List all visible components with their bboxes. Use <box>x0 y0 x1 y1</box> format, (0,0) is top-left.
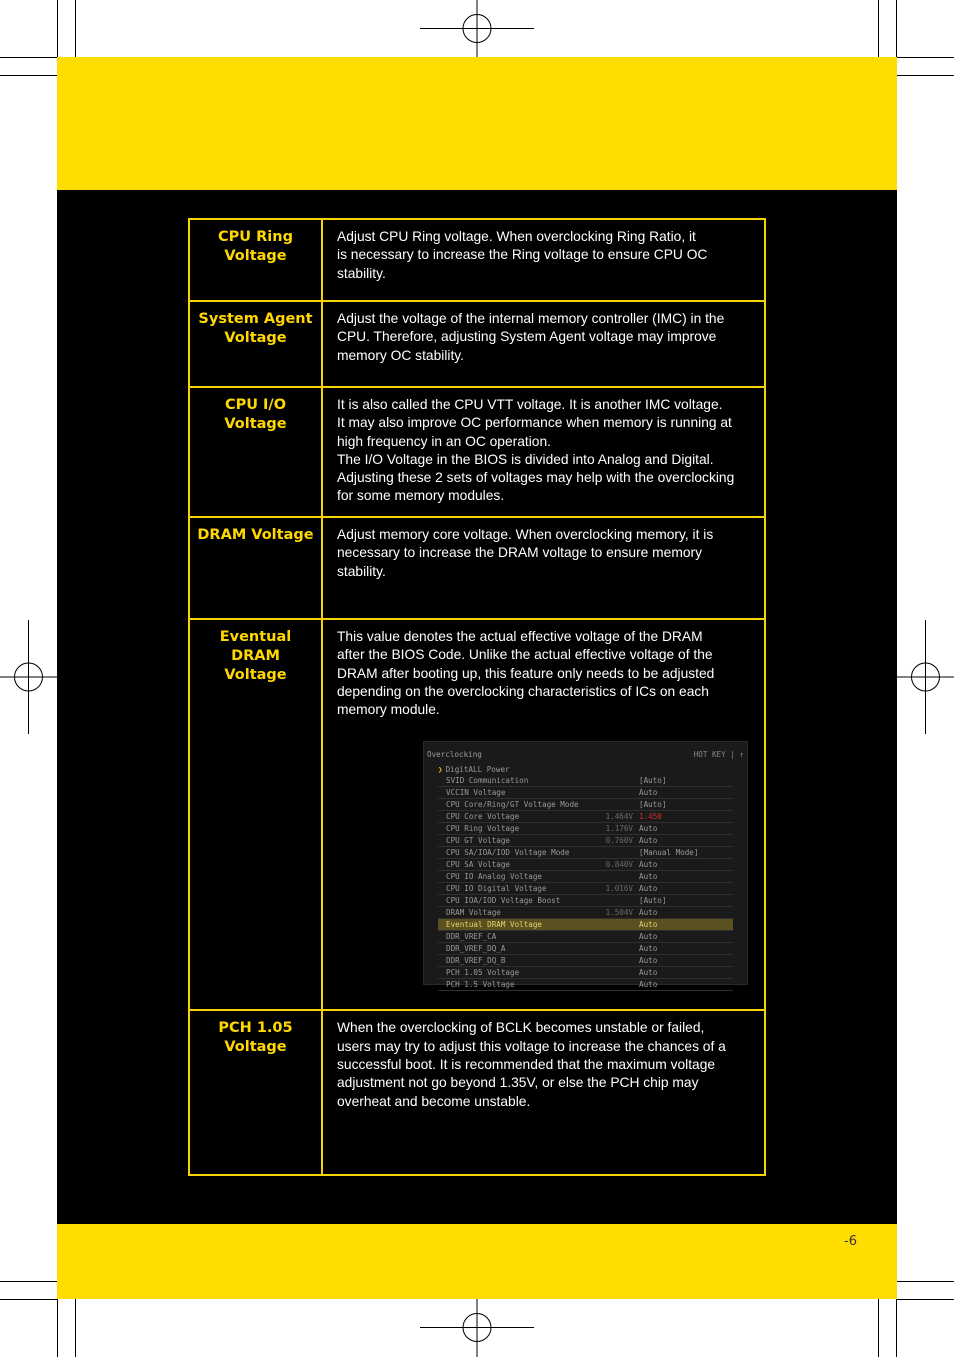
bios-menu-item[interactable] <box>438 979 733 991</box>
crop-mark <box>897 57 954 58</box>
bios-item-current: 1.464V <box>605 812 633 822</box>
crop-mark <box>75 0 76 57</box>
bios-item-current <box>603 871 633 882</box>
table-row <box>189 301 765 387</box>
bios-item-value: Auto <box>639 968 658 978</box>
bios-item-current <box>603 799 633 810</box>
bios-item-current <box>603 931 633 942</box>
bios-item-name: CPU IOA/IOD Voltage Boost <box>446 896 561 906</box>
bios-menu-item[interactable] <box>438 943 733 955</box>
bios-item-current <box>603 979 633 990</box>
registration-mark-right <box>897 620 954 734</box>
bios-item-value: Auto <box>639 836 658 846</box>
bios-menu-item[interactable] <box>438 907 733 919</box>
bios-item-name: CPU Ring Voltage <box>446 824 520 834</box>
crop-mark <box>897 1281 954 1282</box>
bios-item-value: Auto <box>639 788 658 798</box>
table-row <box>189 1010 765 1175</box>
bios-item-current <box>603 847 633 858</box>
bios-item-value: Auto <box>639 932 658 942</box>
row-description: It is also called the CPU VTT voltage. It is another IMC voltage. It may also improve OC performance when memory is running at high frequency in an OC operation. The I/O Voltage in the BIOS is divided into Analog and Digital. Adjusting these 2 sets of voltages may help with the overclocking for some memory modules. <box>322 387 765 517</box>
bios-item-name: CPU SA Voltage <box>446 860 511 870</box>
bios-item-current <box>603 919 633 930</box>
bios-item-name: DRAM Voltage <box>446 908 501 918</box>
bios-item-current: 1.504V <box>605 908 633 918</box>
bios-title: Overclocking <box>427 750 482 760</box>
registration-mark-top <box>420 0 534 57</box>
bios-menu-item[interactable] <box>438 931 733 943</box>
bios-menu-item[interactable] <box>438 919 733 931</box>
bios-menu-item[interactable] <box>438 775 733 787</box>
bios-item-current: 0.840V <box>605 860 633 870</box>
table-row <box>189 619 765 1010</box>
bios-item-name: DDR_VREF_DQ_A <box>446 944 506 954</box>
crop-mark <box>0 1299 57 1300</box>
row-label: PCH 1.05 Voltage <box>189 1010 322 1175</box>
row-description: Adjust memory core voltage. When overclocking memory, it is necessary to increase the DRAM voltage to ensure memory stability. <box>322 517 765 619</box>
bios-item-value: Auto <box>639 920 658 930</box>
table-row <box>189 387 765 517</box>
crop-mark <box>878 1299 879 1357</box>
bios-menu-item[interactable] <box>438 847 733 859</box>
bios-item-value: Auto <box>639 860 658 870</box>
crop-mark <box>897 75 954 76</box>
bios-item-value: [Auto] <box>639 896 667 906</box>
bios-menu-item[interactable] <box>438 811 733 823</box>
bios-item-name: DDR_VREF_DQ_B <box>446 956 506 966</box>
chevron-right-icon: ❯ <box>438 765 443 775</box>
footer-band <box>57 1224 897 1299</box>
row-description: When the overclocking of BCLK becomes unstable or failed, users may try to adjust this voltage to increase the chances of a successful boot. It is recommended that the maximum voltage adjustment not go beyond 1.35V, or else the PCH chip may overheat and become unstable. <box>322 1010 765 1175</box>
bios-menu-item[interactable] <box>438 859 733 871</box>
bios-item-name: CPU Core/Ring/GT Voltage Mode <box>446 800 579 810</box>
row-label: DRAM Voltage <box>189 517 322 619</box>
page-number: -6 <box>844 1234 857 1249</box>
bios-item-current: 0.760V <box>605 836 633 846</box>
bios-item-value: Auto <box>639 980 658 990</box>
crop-mark <box>896 1299 897 1357</box>
crop-mark <box>75 1299 76 1357</box>
bios-item-name: CPU IO Digital Voltage <box>446 884 547 894</box>
bios-menu-item[interactable] <box>438 835 733 847</box>
bios-item-name: SVID Communication <box>446 776 529 786</box>
crop-mark <box>57 1299 58 1357</box>
bios-menu-item[interactable] <box>438 823 733 835</box>
bios-item-value: [Manual Mode] <box>639 848 699 858</box>
bios-menu-item[interactable] <box>438 895 733 907</box>
row-label: CPU Ring Voltage <box>189 219 322 301</box>
bios-item-current <box>603 943 633 954</box>
bios-item-current: 1.176V <box>605 824 633 834</box>
bios-menu-item[interactable] <box>438 883 733 895</box>
bios-item-current <box>603 787 633 798</box>
table-row <box>189 517 765 619</box>
bios-item-value: Auto <box>639 908 658 918</box>
bios-hotkey: HOT KEY | ↑ <box>693 750 744 760</box>
bios-item-current <box>603 775 633 786</box>
bios-item-value: Auto <box>639 956 658 966</box>
table-row <box>189 219 765 301</box>
registration-mark-left <box>0 620 57 734</box>
crop-mark <box>57 0 58 57</box>
registration-mark-bottom <box>420 1299 534 1357</box>
crop-mark <box>0 57 57 58</box>
crop-mark <box>878 0 879 57</box>
row-description: Adjust the voltage of the internal memory controller (IMC) in the CPU. Therefore, adjusting System Agent voltage may improve memory OC stability. <box>322 301 765 387</box>
crop-mark <box>0 75 57 76</box>
bios-header <box>424 742 747 760</box>
bios-item-value: Auto <box>639 944 658 954</box>
bios-screenshot <box>423 741 748 990</box>
bios-menu-item[interactable] <box>438 967 733 979</box>
row-description: Adjust CPU Ring voltage. When overclocking Ring Ratio, it is necessary to increase the Ring voltage to ensure CPU OC stability. <box>322 219 765 301</box>
bios-item-name: CPU GT Voltage <box>446 836 511 846</box>
bios-item-value: 1.450 <box>639 812 662 822</box>
bios-item-current <box>603 955 633 966</box>
row-label: System Agent Voltage <box>189 301 322 387</box>
bios-item-name: CPU IO Analog Voltage <box>446 872 543 882</box>
bios-item-current: 1.016V <box>605 884 633 894</box>
bios-item-name: VCCIN Voltage <box>446 788 506 798</box>
bios-menu-item[interactable] <box>438 799 733 811</box>
crop-mark <box>0 1281 57 1282</box>
bios-item-name: DDR_VREF_CA <box>446 932 497 942</box>
bios-item-name: PCH 1.05 Voltage <box>446 968 520 978</box>
row-label: CPU I/O Voltage <box>189 387 322 517</box>
bios-item-name: CPU SA/IOA/IOD Voltage Mode <box>446 848 570 858</box>
header-band <box>57 57 897 190</box>
bios-menu <box>424 760 747 991</box>
crop-mark <box>897 1299 954 1300</box>
bios-item-value: Auto <box>639 824 658 834</box>
bios-item-name: PCH 1.5 Voltage <box>446 980 515 990</box>
bios-item-name: CPU Core Voltage <box>446 812 520 822</box>
bios-item-value: [Auto] <box>639 800 667 810</box>
voltage-settings-table <box>188 218 766 1176</box>
bios-item-value: Auto <box>639 872 658 882</box>
bios-item-current <box>603 895 633 906</box>
row-description: This value denotes the actual effective voltage of the DRAM after the BIOS Code. Unlike the actual effective voltage of the DRAM after booting up, this feature only needs to be adjusted depending on the overclocking characteristics of ICs on each memory module. Overclocking HOT KEY | ↑ ❯ DigitALL Power SVID Communication [Auto] VCCIN Voltage Auto CPU Core/Ring/GT Voltage Mode [Auto] CPU Core Voltage 1.464V 1.450 CPU Ring Voltage 1.176V Auto CPU GT Voltage 0.760V Auto CPU SA/IOA/IOD Voltage Mode [Manual Mode] CPU SA Voltage 0.840V Auto CPU IO Analog Voltage Auto CPU IO Digital Voltage 1.016V Auto CPU IOA/IOD Voltage Boost [Auto] DRAM Voltage 1.504V Auto Eventual DRAM Voltage Auto DDR_VREF_CA Auto DDR_VREF_DQ_A Auto DDR_VREF_DQ_B Auto PCH 1.05 Voltage Auto PCH 1.5 Voltage Auto <box>322 619 765 1010</box>
bios-item-current <box>603 967 633 978</box>
bios-item-value: Auto <box>639 884 658 894</box>
bios-item-name: Eventual DRAM Voltage <box>446 920 543 930</box>
bios-group: ❯ DigitALL Power <box>438 765 510 775</box>
row-label: Eventual DRAM Voltage <box>189 619 322 1010</box>
bios-menu-item[interactable] <box>438 955 733 967</box>
crop-mark <box>896 0 897 57</box>
bios-menu-item[interactable] <box>438 871 733 883</box>
bios-item-value: [Auto] <box>639 776 667 786</box>
bios-menu-item[interactable] <box>438 787 733 799</box>
